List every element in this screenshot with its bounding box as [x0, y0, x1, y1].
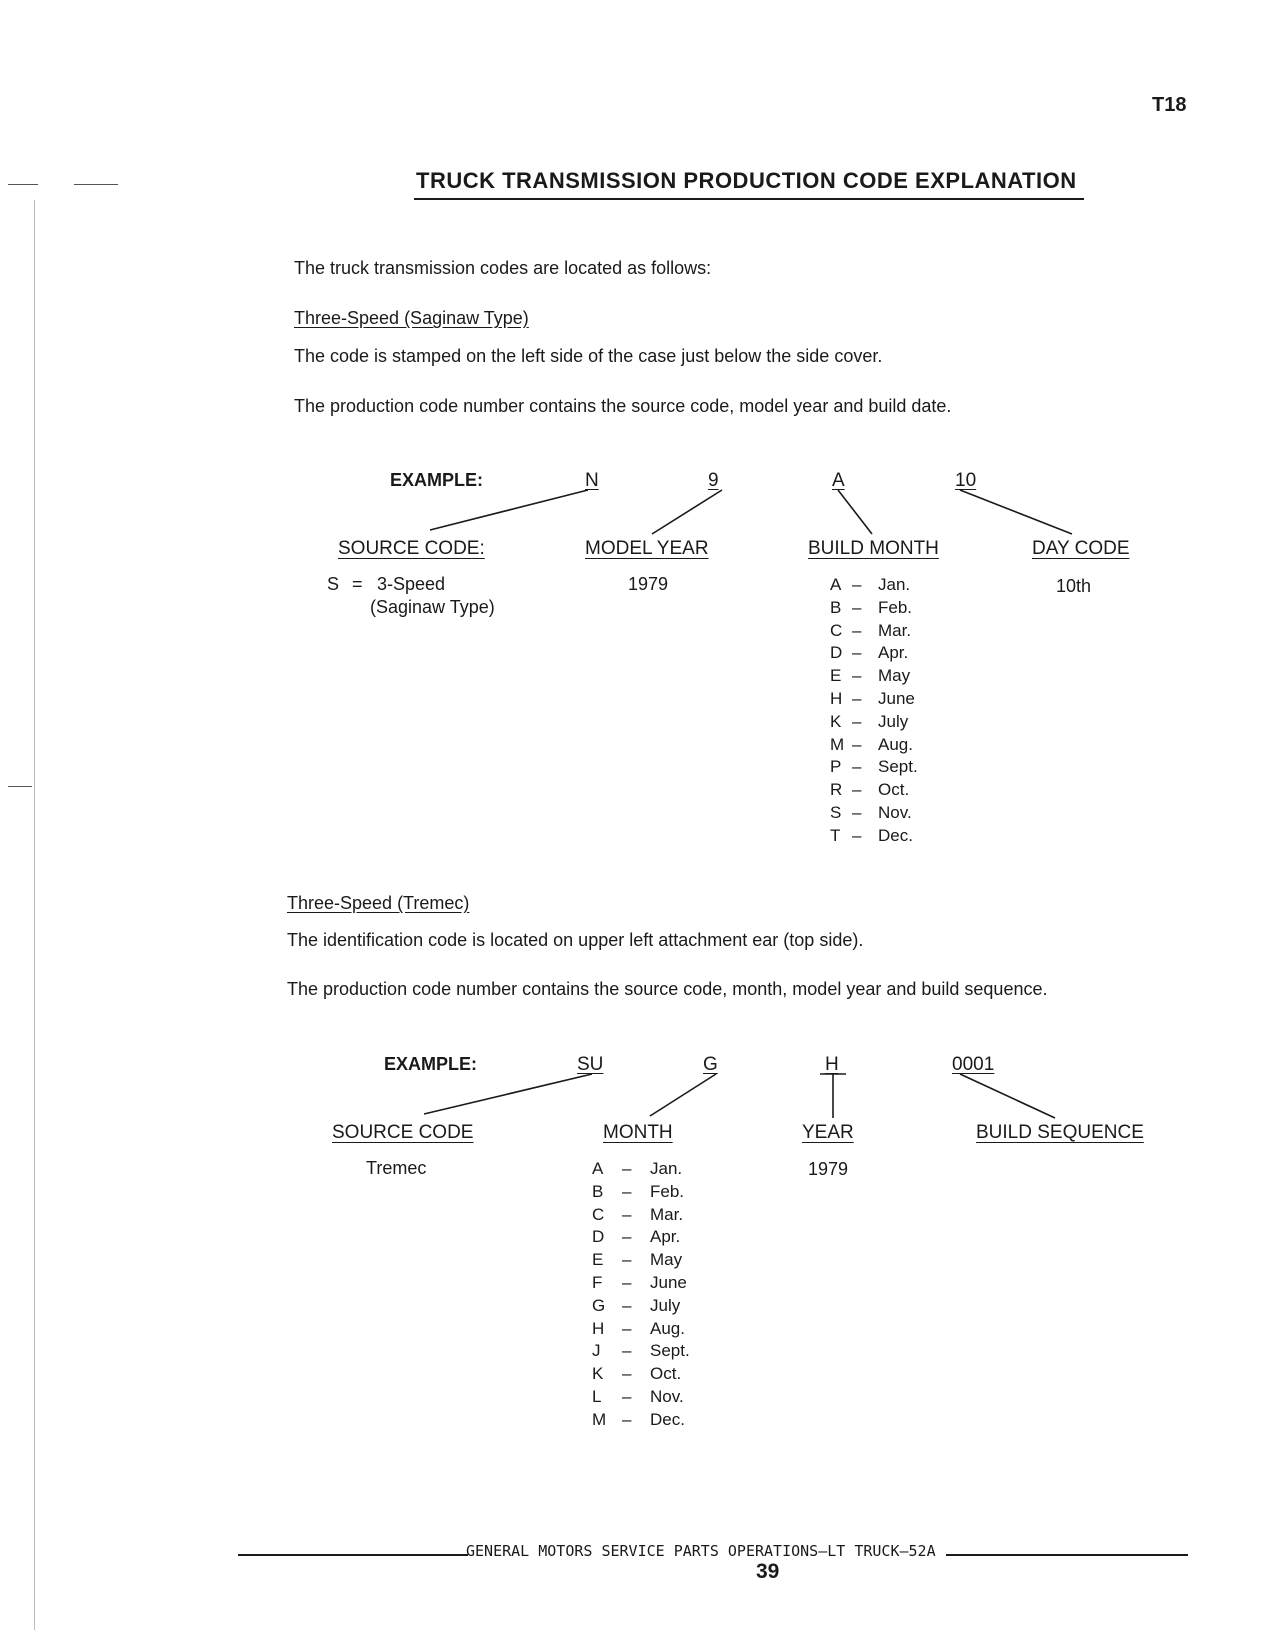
month-letter: S: [830, 802, 842, 822]
section2-month-head: MONTH: [603, 1122, 673, 1143]
month-letter: C: [830, 620, 843, 640]
page-number: 39: [756, 1560, 780, 1583]
month-row: [830, 779, 918, 802]
section1-char-month: A: [832, 470, 845, 491]
section2-year-value: 1979: [808, 1159, 849, 1179]
section1-source-code-equals: =: [352, 574, 363, 594]
section1-build-month-head: BUILD MONTH: [808, 538, 939, 559]
month-name: Aug.: [878, 734, 913, 754]
scan-mark: [8, 184, 38, 185]
section2-line1: The identification code is located on upper left attachment ear (top side).: [287, 930, 864, 950]
intro-text: The truck transmission codes are located as follows:: [294, 258, 712, 278]
page-title: TRUCK TRANSMISSION PRODUCTION CODE EXPLANATION: [416, 168, 1077, 193]
month-letter: G: [592, 1295, 606, 1315]
month-name: June: [878, 688, 915, 708]
month-dash: –: [622, 1250, 632, 1270]
section1-day-code-value: 10th: [1056, 576, 1092, 596]
month-name: Oct.: [878, 780, 910, 800]
month-row: [592, 1272, 690, 1295]
month-letter: K: [830, 711, 842, 731]
month-letter: D: [830, 643, 843, 663]
section1-source-head: SOURCE CODE:: [338, 538, 485, 559]
month-letter: R: [830, 780, 843, 800]
month-name: Dec.: [878, 825, 913, 845]
section2-source-head: SOURCE CODE: [332, 1122, 474, 1143]
month-dash: –: [852, 597, 862, 617]
month-letter: D: [592, 1227, 605, 1247]
month-letter: K: [592, 1364, 604, 1384]
month-row: [592, 1181, 690, 1204]
month-name: July: [878, 711, 909, 731]
section2-heading: Three-Speed (Tremec): [287, 893, 470, 913]
month-dash: –: [622, 1318, 632, 1338]
month-dash: –: [622, 1181, 632, 1201]
month-letter: B: [592, 1181, 604, 1201]
month-name: Sept.: [878, 757, 918, 777]
scan-mark: [8, 786, 32, 787]
connector-source-code: [430, 490, 588, 530]
section1-char-year: 9: [708, 470, 719, 491]
section1-model-year-head: MODEL YEAR: [585, 538, 709, 559]
month-letter: C: [592, 1204, 605, 1224]
month-letter: J: [592, 1341, 601, 1361]
section1-day-code-head: DAY CODE: [1032, 538, 1130, 559]
month-dash: –: [622, 1295, 632, 1315]
page-id: T18: [1152, 94, 1187, 116]
month-dash: –: [852, 620, 862, 640]
month-letter: A: [592, 1159, 604, 1178]
section1-example-label: EXAMPLE:: [390, 470, 484, 490]
month-name: Nov.: [650, 1386, 684, 1406]
section2-example-label: EXAMPLE:: [384, 1054, 478, 1074]
section2-source-value: Tremec: [366, 1158, 427, 1178]
month-row: [830, 756, 918, 779]
month-dash: –: [852, 757, 862, 777]
month-letter: H: [592, 1318, 605, 1338]
month-letter: B: [830, 597, 842, 617]
month-dash: –: [622, 1272, 632, 1292]
month-row: [592, 1340, 690, 1363]
month-name: Jan.: [650, 1159, 683, 1178]
section2-build-sequence-head: BUILD SEQUENCE: [976, 1122, 1144, 1143]
footer-rule-left: [238, 1554, 468, 1556]
month-dash: –: [622, 1341, 632, 1361]
connector-source-code-2: [424, 1074, 592, 1114]
month-name: May: [650, 1250, 683, 1270]
month-row: [592, 1226, 690, 1249]
section1-source-value-2: (Saginaw Type): [370, 597, 495, 617]
connector-build-sequence: [960, 1074, 1055, 1118]
month-row: [830, 597, 918, 620]
month-name: June: [650, 1272, 687, 1292]
month-name: Feb.: [650, 1181, 685, 1201]
month-row: [592, 1249, 690, 1272]
month-dash: –: [622, 1159, 632, 1178]
connector-day-code: [960, 490, 1072, 534]
month-name: Feb.: [878, 597, 913, 617]
section2-char-sequence: 0001: [952, 1054, 995, 1075]
section1-char-source: N: [585, 470, 599, 491]
section1-line1: The code is stamped on the left side of the case just below the side cover.: [294, 346, 883, 366]
section1-heading: Three-Speed (Saginaw Type): [294, 308, 529, 328]
month-row: [830, 825, 918, 848]
month-name: Aug.: [650, 1318, 685, 1338]
month-row: [830, 642, 918, 665]
month-row: [592, 1295, 690, 1318]
month-name: July: [650, 1295, 681, 1315]
section1-month-list: [830, 574, 918, 848]
section2-char-source: SU: [577, 1054, 604, 1075]
month-dash: –: [622, 1204, 632, 1224]
month-row: [592, 1386, 690, 1409]
month-name: Nov.: [878, 802, 912, 822]
month-dash: –: [852, 575, 862, 594]
month-letter: E: [830, 666, 842, 686]
month-row: [592, 1204, 690, 1227]
section2-char-month: G: [703, 1054, 718, 1075]
month-row: [830, 620, 918, 643]
month-row: [592, 1363, 690, 1386]
month-dash: –: [852, 734, 862, 754]
month-row: [830, 665, 918, 688]
month-row: [592, 1318, 690, 1341]
month-letter: A: [830, 575, 842, 594]
month-row: [592, 1158, 690, 1181]
month-name: Apr.: [878, 643, 909, 663]
month-name: Mar.: [878, 620, 912, 640]
month-name: May: [878, 666, 911, 686]
scan-edge: [34, 200, 35, 1630]
month-row: [830, 802, 918, 825]
connector-build-month: [838, 490, 872, 534]
section1-char-day: 10: [955, 470, 977, 491]
month-row: [592, 1409, 690, 1432]
month-dash: –: [852, 643, 862, 663]
month-row: [830, 688, 918, 711]
month-dash: –: [622, 1386, 632, 1406]
month-name: Mar.: [650, 1204, 684, 1224]
month-row: [830, 574, 918, 597]
month-dash: –: [852, 711, 862, 731]
month-name: Dec.: [650, 1409, 685, 1429]
month-letter: M: [830, 734, 845, 754]
month-dash: –: [852, 780, 862, 800]
month-dash: –: [852, 802, 862, 822]
scan-mark: [74, 184, 118, 185]
title-underline: [414, 198, 1084, 200]
month-name: Apr.: [650, 1227, 681, 1247]
month-letter: L: [592, 1386, 602, 1406]
section2-month-list: [592, 1158, 690, 1432]
section1-line2: The production code number contains the source code, model year and build date.: [294, 396, 952, 416]
month-dash: –: [852, 825, 862, 845]
month-row: [830, 734, 918, 757]
month-name: Sept.: [650, 1341, 690, 1361]
footer-rule-right: [946, 1554, 1188, 1556]
section1-model-year-value: 1979: [628, 574, 669, 594]
month-letter: H: [830, 688, 843, 708]
month-dash: –: [622, 1364, 632, 1384]
month-row: [830, 711, 918, 734]
month-name: Jan.: [878, 575, 911, 594]
connector-model-year: [652, 490, 722, 534]
section2-char-year: H: [825, 1054, 839, 1075]
section1-source-code-letter: S: [327, 574, 340, 594]
month-letter: E: [592, 1250, 604, 1270]
section2-line2: The production code number contains the source code, month, model year and build sequence.: [287, 979, 1048, 999]
section2-year-head: YEAR: [802, 1122, 854, 1143]
section1-source-value: 3-Speed: [377, 574, 446, 594]
month-dash: –: [622, 1409, 632, 1429]
month-dash: –: [622, 1227, 632, 1247]
month-name: Oct.: [650, 1364, 682, 1384]
footer-text: GENERAL MOTORS SERVICE PARTS OPERATIONS—LT TRUCK—52A: [466, 1542, 936, 1560]
connector-month: [650, 1074, 716, 1116]
month-dash: –: [852, 666, 862, 686]
month-letter: T: [830, 825, 841, 845]
month-letter: M: [592, 1409, 607, 1429]
month-letter: P: [830, 757, 842, 777]
month-dash: –: [852, 688, 862, 708]
month-letter: F: [592, 1272, 603, 1292]
